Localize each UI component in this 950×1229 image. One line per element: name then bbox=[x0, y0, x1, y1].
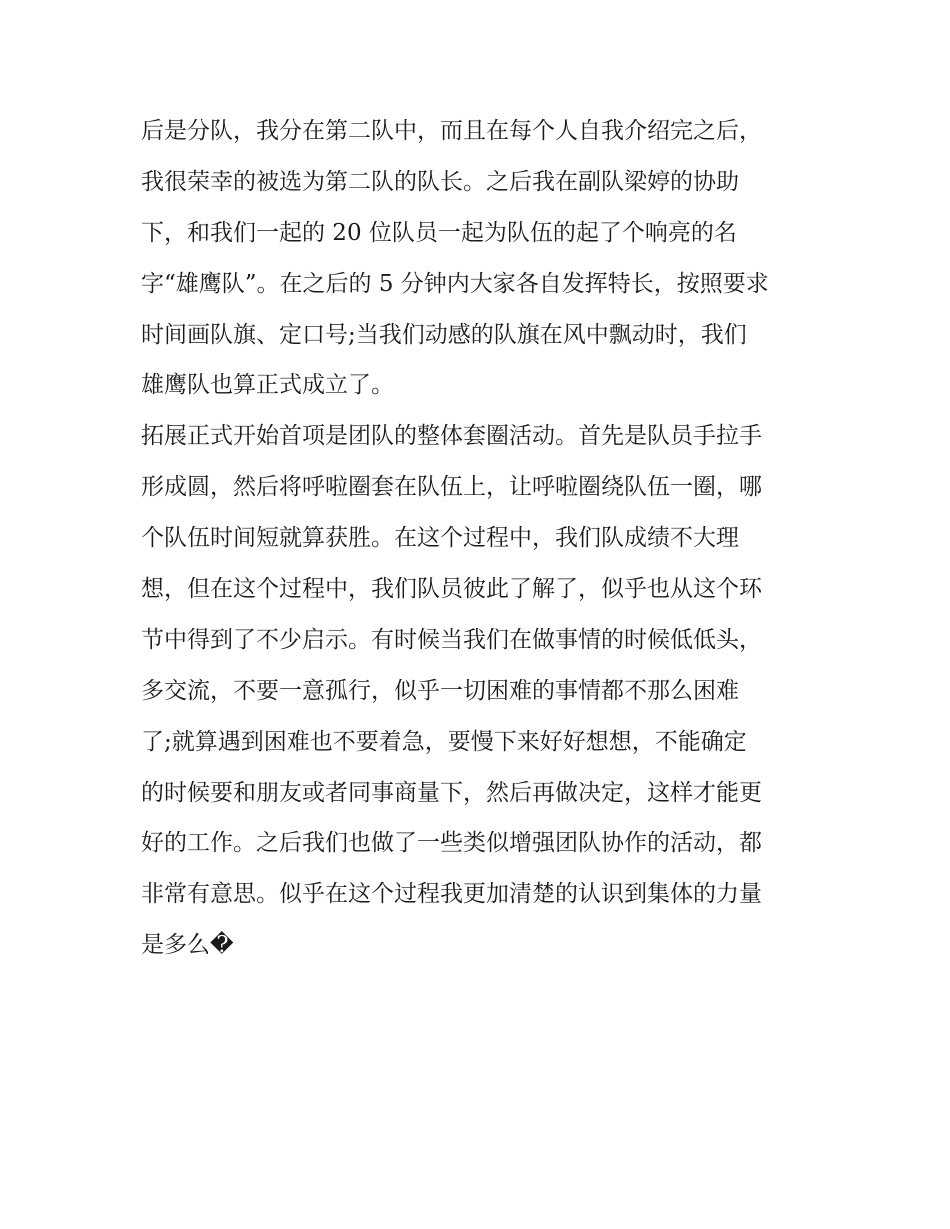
body-text bbox=[141, 106, 821, 971]
text-line: 了;就算遇到困难也不要着急，要慢下来好好想想，不能确定 bbox=[141, 728, 747, 755]
text-line: 好的工作。之后我们也做了一些类似增强团队协作的活动，都 bbox=[141, 830, 762, 857]
text-line: 拓展正式开始首项是团队的整体套圈活动。首先是队员手拉手 bbox=[141, 423, 762, 450]
text-line: 时间画队旗、定口号;当我们动感的队旗在风中飘动时，我们 bbox=[141, 321, 747, 348]
text-line: 字“雄鹰队”。在之后的 5 分钟内大家各自发挥特长，按照要求 bbox=[141, 270, 769, 297]
text-line: 个队伍时间短就算获胜。在这个过程中，我们队成绩不大理 bbox=[141, 525, 739, 552]
text-line: 多交流，不要一意孤行，似乎一切困难的事情都不那么困难 bbox=[141, 677, 739, 704]
text-line: 是多么� bbox=[141, 932, 234, 959]
text-line: 下，和我们一起的 20 位队员一起为队伍的起了个响亮的名 bbox=[141, 219, 737, 246]
text-line: 的时候要和朋友或者同事商量下，然后再做决定，这样才能更 bbox=[141, 779, 762, 806]
text-line: 形成圆，然后将呼啦圈套在队伍上，让呼啦圈绕队伍一圈，哪 bbox=[141, 474, 762, 501]
text-line: 非常有意思。似乎在这个过程我更加清楚的认识到集体的力量 bbox=[141, 881, 762, 908]
text-line: 想，但在这个过程中，我们队员彼此了解了，似乎也从这个环 bbox=[141, 576, 762, 603]
text-line: 雄鹰队也算正式成立了。 bbox=[141, 372, 394, 399]
text-line: 后是分队，我分在第二队中，而且在每个人自我介绍完之后， bbox=[141, 118, 762, 144]
text-line: 节中得到了不少启示。有时候当我们在做事情的时候低低头， bbox=[141, 626, 762, 653]
text-line: 我很荣幸的被选为第二队的队长。之后我在副队梁婷的协助 bbox=[141, 168, 739, 195]
